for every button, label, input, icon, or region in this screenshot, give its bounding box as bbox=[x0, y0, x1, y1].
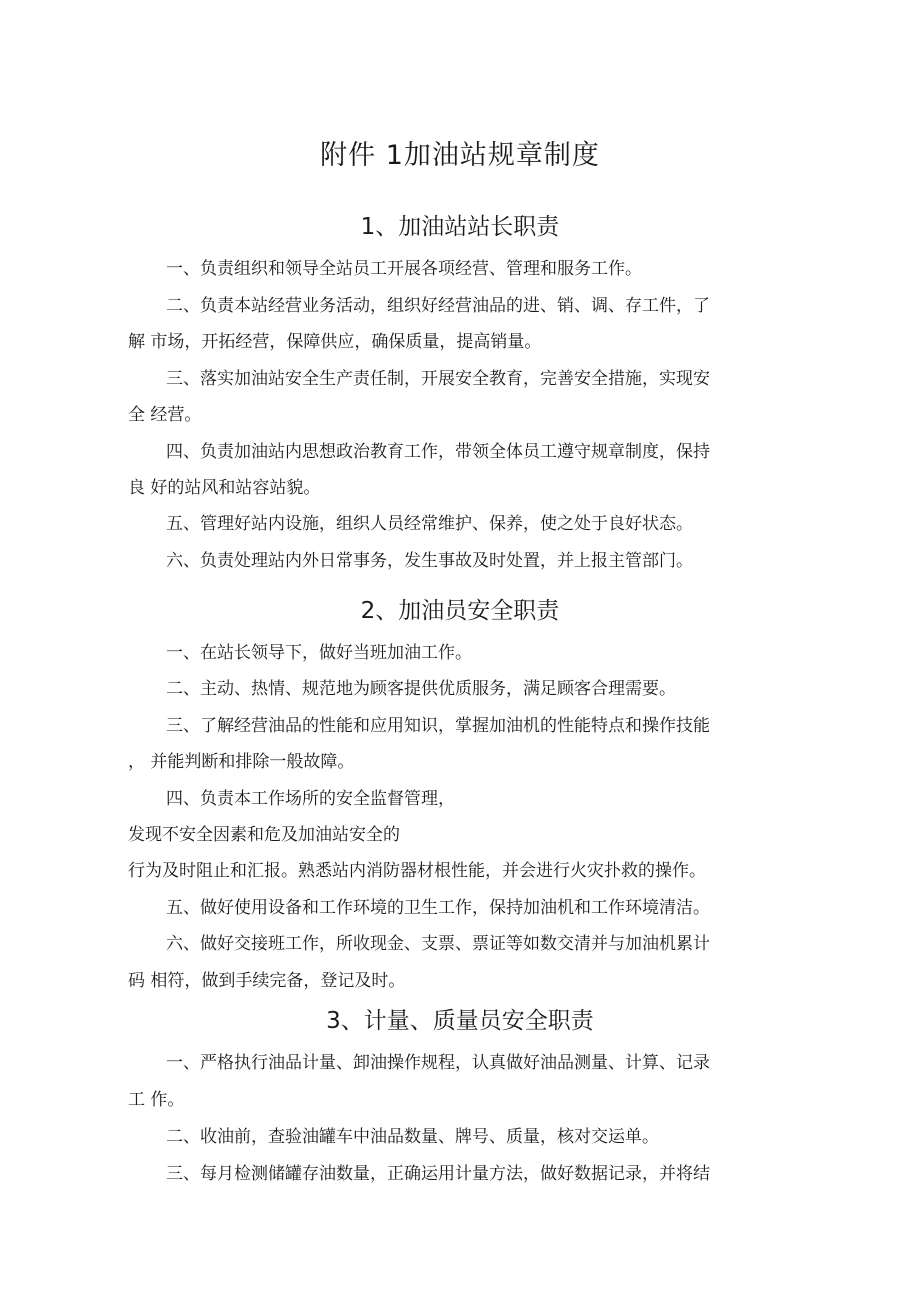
paragraph-line: 工 作。 bbox=[128, 1090, 185, 1110]
paragraph-line: 六、做好交接班工作，所收现金、支票、票证等如数交清并与加油机累计 bbox=[166, 934, 710, 954]
paragraph-line: ， 并能判断和排除一般故障。 bbox=[128, 752, 355, 772]
paragraph-line: 五、管理好站内设施，组织人员经常维护、保养，使之处于良好状态。 bbox=[166, 514, 693, 534]
paragraph-line: 全 经营。 bbox=[128, 405, 202, 425]
paragraph-line: 一、在站长领导下，做好当班加油工作。 bbox=[166, 643, 472, 663]
paragraph-line: 发现不安全因素和危及加油站安全的 bbox=[128, 825, 400, 845]
paragraph-line: 码 相符，做到手续完备，登记及时。 bbox=[128, 971, 406, 991]
paragraph-line: 五、做好使用设备和工作环境的卫生工作，保持加油机和工作环境清洁。 bbox=[166, 898, 710, 918]
document-title: 附件 1加油站规章制度 bbox=[320, 140, 600, 171]
paragraph-line: 四、负责加油站内思想政治教育工作，带领全体员工遵守规章制度，保持 bbox=[166, 442, 710, 462]
section-heading-2: 2、加油员安全职责 bbox=[360, 598, 560, 624]
paragraph-line: 二、主动、热情、规范地为顾客提供优质服务，满足顾客合理需要。 bbox=[166, 679, 676, 699]
paragraph-line: 行为及时阻止和汇报。熟悉站内消防器材根性能，并会进行火灾扑救的操作。 bbox=[128, 861, 706, 881]
paragraph-line: 一、负责组织和领导全站员工开展各项经营、管理和服务工作。 bbox=[166, 259, 642, 279]
paragraph-line: 一、严格执行油品计量、卸油操作规程，认真做好油品测量、计算、记录 bbox=[166, 1053, 710, 1073]
paragraph-line: 二、收油前，查验油罐车中油品数量、牌号、质量，核对交运单。 bbox=[166, 1127, 659, 1147]
paragraph-line: 四、负责本工作场所的安全监督管理， bbox=[166, 789, 455, 809]
paragraph-line: 三、了解经营油品的性能和应用知识，掌握加油机的性能特点和操作技能 bbox=[166, 716, 710, 736]
paragraph-line: 二、负责本站经营业务活动，组织好经营油品的进、销、调、存工件，了 bbox=[166, 296, 710, 316]
paragraph-line: 三、每月检测储罐存油数量，正确运用计量方法，做好数据记录，并将结 bbox=[166, 1164, 710, 1184]
section-heading-1: 1、加油站站长职责 bbox=[360, 214, 560, 240]
paragraph-line: 三、落实加油站安全生产责任制，开展安全教育，完善安全措施，实现安 bbox=[166, 369, 710, 389]
paragraph-line: 良 好的站风和站容站貌。 bbox=[128, 478, 321, 498]
paragraph-line: 六、负责处理站内外日常事务，发生事故及时处置，并上报主管部门。 bbox=[166, 551, 693, 571]
section-heading-3: 3、计量、质量员安全职责 bbox=[326, 1008, 594, 1034]
paragraph-line: 解 市场，开拓经营，保障供应，确保质量，提高销量。 bbox=[128, 332, 542, 352]
